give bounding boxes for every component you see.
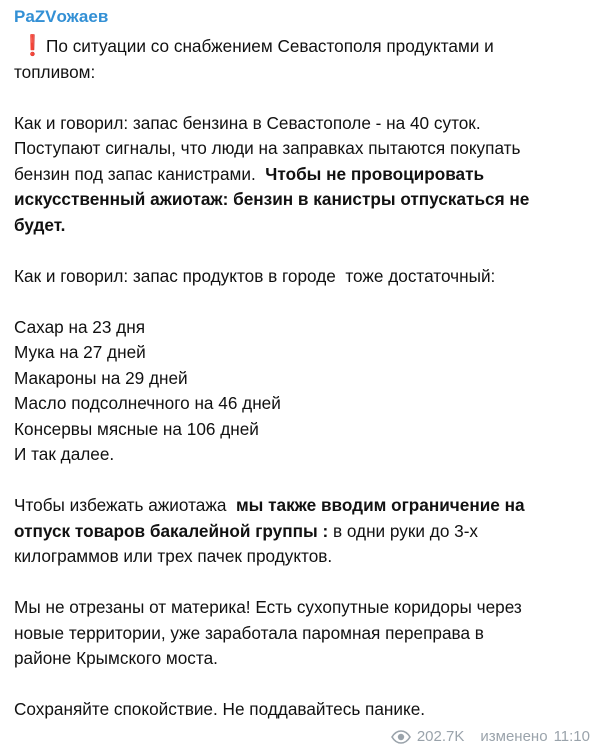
text-line bbox=[14, 60, 586, 86]
bold-span: отпуск товаров бакалейной группы : bbox=[14, 520, 329, 541]
text-span: Поступают сигналы, что люди на заправках пытаются покупать bbox=[14, 138, 521, 158]
text-line bbox=[14, 544, 586, 570]
text-line bbox=[14, 519, 586, 545]
channel-name[interactable]: PaZVожаев bbox=[14, 7, 109, 26]
text-span: Сахар на 23 дня bbox=[14, 316, 146, 337]
text-span: районе Крымского моста. bbox=[14, 648, 218, 668]
text-line bbox=[14, 595, 586, 621]
text-span: Масло подсолнечного на 46 дней bbox=[14, 393, 281, 413]
text-span: Мука на 27 дней bbox=[14, 342, 146, 362]
text-span: топливом: bbox=[14, 61, 96, 82]
post-time: 11:10 bbox=[553, 728, 590, 745]
edited-label: изменено bbox=[480, 728, 548, 745]
text-line bbox=[14, 111, 586, 137]
text-span: Как и говорил: запас бензина в Севастополе - на 40 суток. bbox=[14, 112, 481, 133]
text-line bbox=[14, 136, 586, 162]
text-line bbox=[14, 213, 586, 239]
bold-span: искусственный ажиотаж: бензин в канистры отпускаться не bbox=[14, 189, 530, 209]
text-line bbox=[14, 646, 586, 672]
text-span: Сохраняйте спокойствие. Не поддавайтесь панике. bbox=[14, 699, 426, 719]
text-line bbox=[14, 264, 586, 290]
blank-line bbox=[14, 85, 586, 111]
view-count: 202.7K bbox=[416, 728, 465, 745]
supply-item bbox=[14, 442, 586, 468]
blank-line bbox=[14, 672, 586, 698]
text-span: новые территории, уже заработала паромная переправа в bbox=[14, 622, 484, 643]
bold-span: Чтобы не провоцировать bbox=[265, 163, 485, 184]
exclamation-icon: ❗ bbox=[20, 35, 45, 57]
supply-item bbox=[14, 315, 586, 341]
supply-item bbox=[14, 417, 586, 443]
text-span: И так далее. bbox=[14, 444, 115, 464]
text-line bbox=[14, 621, 586, 647]
blank-line bbox=[14, 289, 586, 315]
text-span: Мы не отрезаны от материка! Есть сухопутные коридоры через bbox=[14, 597, 522, 617]
text-span: Как и говорил: запас продуктов в городе тоже достаточный: bbox=[14, 265, 496, 286]
blank-line bbox=[14, 468, 586, 494]
text-line bbox=[14, 34, 586, 60]
bold-span: мы также вводим ограничение на bbox=[235, 495, 525, 515]
supply-item bbox=[14, 366, 586, 392]
text-span: Чтобы избежать ажиотажа bbox=[14, 495, 236, 515]
text-span: килограммов или трех пачек продуктов. bbox=[14, 546, 333, 566]
supply-item bbox=[14, 340, 586, 366]
text-line bbox=[14, 697, 586, 723]
post-text bbox=[14, 34, 586, 723]
post-meta bbox=[391, 728, 590, 745]
text-span: Макароны на 29 дней bbox=[14, 367, 188, 388]
text-span: Консервы мясные на 106 дней bbox=[14, 418, 259, 439]
text-line bbox=[14, 493, 586, 519]
blank-line bbox=[14, 238, 586, 264]
bold-span: будет. bbox=[14, 214, 66, 235]
eye-icon bbox=[391, 730, 411, 744]
text-line bbox=[14, 187, 586, 213]
text-line bbox=[14, 162, 586, 188]
text-span: бензин под запас канистрами. bbox=[14, 163, 266, 184]
blank-line bbox=[14, 570, 586, 596]
text-span: По ситуации со снабжением Севастополя продуктами и bbox=[46, 36, 494, 56]
supply-item bbox=[14, 391, 586, 417]
text-span: в одни руки до 3-х bbox=[328, 520, 479, 541]
